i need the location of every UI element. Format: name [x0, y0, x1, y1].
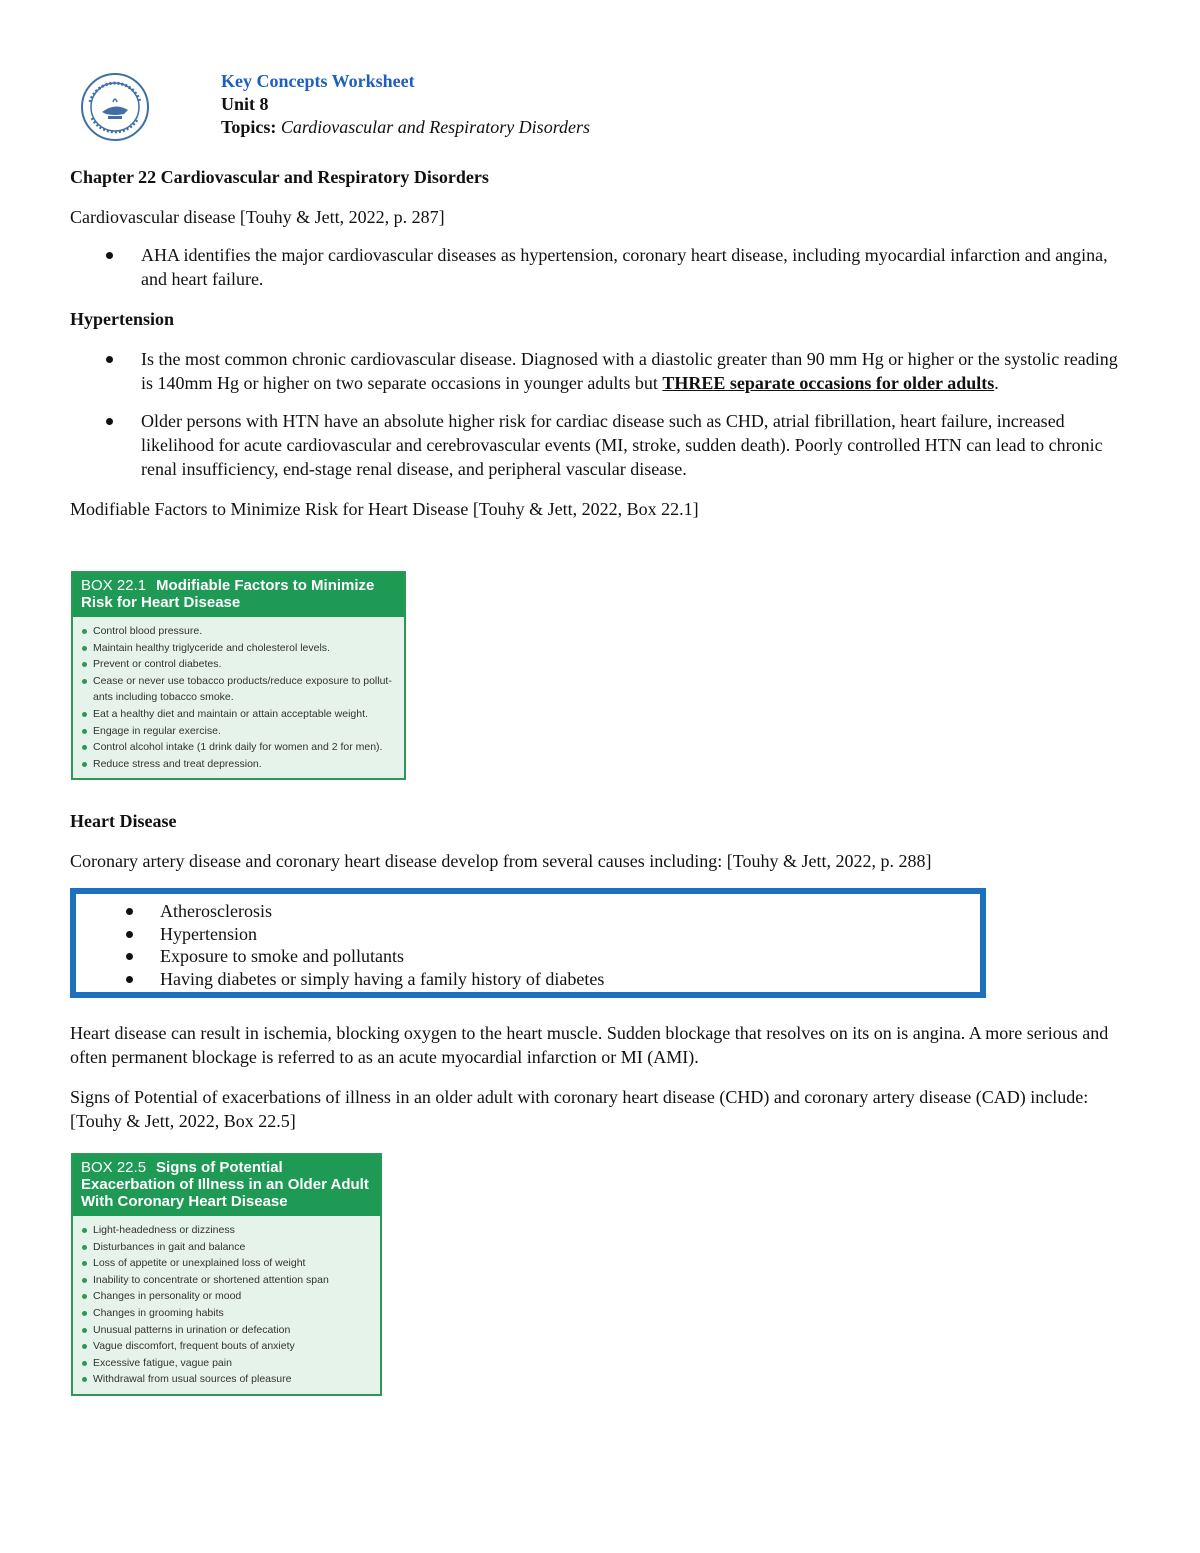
list-item: Exposure to smoke and pollutants — [76, 945, 980, 968]
list-item: Inability to concentrate or shortened attention span — [81, 1272, 372, 1289]
box-number: BOX 22.1 — [81, 577, 147, 594]
worksheet-header — [221, 70, 590, 139]
list-item — [70, 347, 1130, 395]
list-item: Having diabetes or simply having a family history of diabetes — [76, 968, 980, 991]
list-item: Reduce stress and treat depression. — [81, 756, 396, 773]
box-title: Signs of Potential Exacerbation of Illness in an Older Adult With Coronary Heart Disease — [81, 1159, 369, 1210]
cvd-bullet-list — [70, 243, 1130, 291]
exacerbation-paragraph: Signs of Potential of exacerbations of illness in an older adult with coronary heart disease (CHD) and coronary artery disease (CAD) include: [Touhy & Jett, 2022, Box 22.5] — [70, 1087, 1089, 1131]
hypertension-bullet-list — [70, 347, 1130, 481]
list-item: Engage in regular exercise. — [81, 723, 396, 740]
box-22-5 — [71, 1153, 382, 1396]
list-item: Unusual patterns in urination or defecation — [81, 1322, 372, 1339]
causes-box — [70, 888, 986, 998]
list-item: Control alcohol intake (1 drink daily for women and 2 for men). — [81, 739, 396, 756]
heart-disease-section — [70, 809, 1130, 873]
heart-disease-paragraphs — [70, 1021, 1130, 1133]
hypertension-bullet-end: . — [994, 373, 999, 393]
list-item: Control blood pressure. — [81, 623, 396, 640]
list-item-continuation: ants including tobacco smoke. — [93, 691, 234, 704]
list-item: AHA identifies the major cardiovascular diseases as hypertension, coronary heart disease, including myocardial infarction and angina, and heart failure. — [70, 243, 1130, 291]
ischemia-paragraph: Heart disease can result in ischemia, blocking oxygen to the heart muscle. Sudden blockage that resolves on its on is angina. A more serious and often permanent blockage is referred to as an acute myocardial infarction or MI (AMI). — [70, 1023, 1109, 1067]
box-header — [73, 573, 404, 617]
list-item: Cease or never use tobacco products/reduce exposure to pollut- — [81, 673, 396, 690]
box-number: BOX 22.5 — [81, 1159, 147, 1176]
box-body — [73, 617, 404, 778]
chapter-title: Chapter 22 Cardiovascular and Respiratory Disorders — [70, 167, 489, 187]
worksheet-title: Key Concepts Worksheet — [221, 71, 415, 91]
topics-line — [221, 116, 590, 139]
unit-label: Unit 8 — [221, 94, 269, 114]
hypertension-heading: Hypertension — [70, 309, 175, 329]
box-body — [73, 1216, 380, 1394]
box-header — [73, 1155, 380, 1216]
list-item: Changes in grooming habits — [81, 1305, 372, 1322]
list-item: Changes in personality or mood — [81, 1288, 372, 1305]
worksheet-content — [70, 165, 1130, 521]
list-item: Hypertension — [76, 923, 980, 946]
topics-value: Cardiovascular and Respiratory Disorders — [280, 117, 591, 137]
list-item: Prevent or control diabetes. — [81, 656, 396, 673]
modifiable-intro: Modifiable Factors to Minimize Risk for Heart Disease [Touhy & Jett, 2022, Box 22.1] — [70, 499, 699, 519]
causes-list — [76, 894, 980, 990]
list-item: Light-headedness or dizziness — [81, 1222, 372, 1239]
list-item: Eat a healthy diet and maintain or attain acceptable weight. — [81, 706, 396, 723]
topics-label: Topics: — [221, 117, 277, 137]
list-item: Vague discomfort, frequent bouts of anxiety — [81, 1338, 372, 1355]
list-item: Withdrawal from usual sources of pleasure — [81, 1371, 372, 1388]
list-item: Disturbances in gait and balance — [81, 1239, 372, 1256]
list-item: Loss of appetite or unexplained loss of weight — [81, 1255, 372, 1272]
list-item: Maintain healthy triglyceride and cholesterol levels. — [81, 640, 396, 657]
hypertension-emphasis: THREE separate occasions for older adults — [662, 373, 995, 393]
hypertension-bullet-text: Is the most common chronic cardiovascular disease. Diagnosed with a diastolic greater than 90 mm Hg or higher or the systolic reading is 140mm Hg or higher on two separate occasions in younger adults but — [141, 349, 1118, 393]
heart-disease-heading: Heart Disease — [70, 811, 177, 831]
list-item: Atherosclerosis — [76, 900, 980, 923]
cvd-intro: Cardiovascular disease [Touhy & Jett, 2022, p. 287] — [70, 207, 445, 227]
list-item: Excessive fatigue, vague pain — [81, 1355, 372, 1372]
box-22-1 — [71, 571, 406, 780]
box-title: Modifiable Factors to Minimize Risk for Heart Disease — [81, 577, 375, 611]
heart-disease-intro: Coronary artery disease and coronary heart disease develop from several causes including: [Touhy & Jett, 2022, p. 288] — [70, 851, 932, 871]
list-item: Older persons with HTN have an absolute higher risk for cardiac disease such as CHD, atrial fibrillation, heart failure, increased likelihood for acute cardiovascular and cerebrovascular events (MI, stroke, sudden death). Poorly controlled HTN can lead to chronic renal insufficiency, end-stage renal disease, and peripheral vascular disease. — [70, 409, 1130, 481]
college-seal-lamp-icon — [80, 72, 150, 142]
